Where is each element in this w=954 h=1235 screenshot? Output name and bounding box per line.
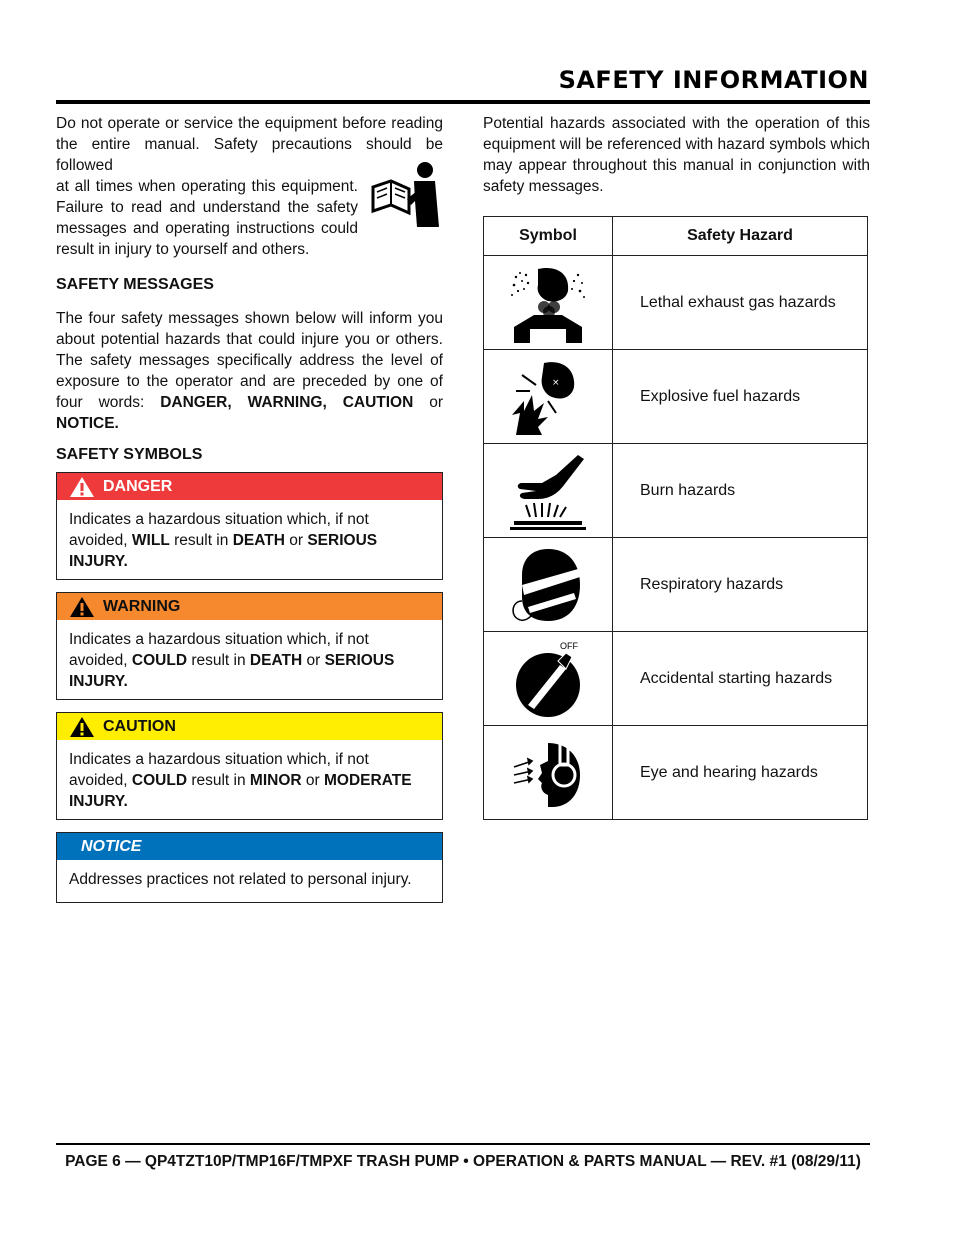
danger-bar <box>57 473 442 500</box>
warning-t1: Indicates a hazardous situation which, if not avoided, <box>69 631 369 669</box>
footer-rule <box>56 1143 870 1145</box>
caution-w1: COULD <box>131 772 188 789</box>
intro-text-top: Do not operate or service the equipment before reading the entire manual. Safety precautions should be followed <box>56 115 443 174</box>
danger-label: DANGER <box>103 477 173 495</box>
right-column <box>483 113 870 820</box>
or-text: or <box>413 394 444 411</box>
hazard-table <box>483 216 868 820</box>
caution-label: CAUTION <box>103 717 176 735</box>
hazard-label: Eye and hearing hazards <box>613 726 868 820</box>
danger-w3: SERIOUS INJURY. <box>69 532 378 570</box>
caution-box <box>56 712 443 820</box>
safety-messages-heading: SAFETY MESSAGES <box>56 276 214 293</box>
danger-w2: DEATH <box>232 532 285 549</box>
exhaust-gas-icon <box>508 263 588 343</box>
table-row <box>484 350 868 444</box>
burn-hand-icon <box>508 451 588 531</box>
svg-text:×: × <box>552 377 560 388</box>
intro-text-wrap: at all times when operating this equipment. Failure to read and understand the safety messages and operating instructions could result in injury to yourself and others. <box>56 178 358 258</box>
alert-triangle-icon <box>69 716 95 738</box>
danger-t3: or <box>284 532 308 549</box>
danger-w1: WILL <box>131 532 170 549</box>
caution-t2: result in <box>187 772 250 789</box>
safety-messages-text <box>56 308 443 434</box>
symbol-cell <box>484 256 613 350</box>
signal-words: DANGER, WARNING, CAUTION <box>160 394 414 411</box>
notice-bar <box>57 833 442 860</box>
hazard-label: Burn hazards <box>613 444 868 538</box>
warning-box <box>56 592 443 700</box>
warning-label: WARNING <box>103 597 181 615</box>
caution-bar <box>57 713 442 740</box>
symbol-cell <box>484 350 613 444</box>
table-row <box>484 538 868 632</box>
hazard-label: Lethal exhaust gas hazards <box>613 256 868 350</box>
safety-symbols-heading: SAFETY SYMBOLS <box>56 446 203 463</box>
symbol-cell <box>484 444 613 538</box>
notice-word: NOTICE. <box>56 415 119 432</box>
alert-triangle-icon <box>69 596 95 618</box>
notice-label: NOTICE <box>81 837 142 855</box>
warning-w2: DEATH <box>249 652 303 669</box>
col-symbol-header: Symbol <box>484 217 613 256</box>
table-row <box>484 256 868 350</box>
intro-block <box>56 113 443 260</box>
warning-t2: result in <box>187 652 250 669</box>
off-label: OFF <box>560 640 578 651</box>
alert-triangle-icon <box>69 476 95 498</box>
danger-t1: Indicates a hazardous situation which, if not avoided, <box>69 511 369 549</box>
caution-w3: MODERATE INJURY. <box>69 772 412 810</box>
notice-box <box>56 832 443 903</box>
hazard-label: Respiratory hazards <box>613 538 868 632</box>
caution-text <box>57 740 442 819</box>
table-row <box>484 444 868 538</box>
notice-text: Addresses practices not related to personal injury. <box>69 871 412 888</box>
danger-text <box>57 500 442 579</box>
hazard-label: Explosive fuel hazards <box>613 350 868 444</box>
col-hazard-header: Safety Hazard <box>613 217 868 256</box>
eye-ear-protection-icon <box>508 733 588 813</box>
page-footer: PAGE 6 — QP4TZT10P/TMP16F/TMPXF TRASH PUMP • OPERATION & PARTS MANUAL — REV. #1 (08/29/11) <box>65 1153 861 1170</box>
warning-bar <box>57 593 442 620</box>
symbol-cell <box>484 632 613 726</box>
read-manual-icon <box>369 161 443 227</box>
explosive-fuel-icon <box>508 357 588 437</box>
hazards-intro: Potential hazards associated with the operation of this equipment will be referenced with hazard symbols which may appear throughout this manual in conjunction with safety messages. <box>483 115 870 195</box>
respirator-icon <box>508 545 588 625</box>
symbol-cell <box>484 726 613 820</box>
page-title: SAFETY INFORMATION <box>558 66 869 94</box>
warning-text <box>57 620 442 699</box>
table-header-row <box>484 217 868 256</box>
warning-w1: COULD <box>131 652 188 669</box>
symbol-cell <box>484 538 613 632</box>
caution-w2: MINOR <box>249 772 302 789</box>
caution-t3: or <box>301 772 324 789</box>
off-switch-icon <box>508 639 588 719</box>
warning-t3: or <box>302 652 325 669</box>
safety-messages-body: The four safety messages shown below will inform you about potential hazards that could injure you or others. The safety messages specifically address the level of exposure to the operator and are preceded by one of four words: <box>56 310 443 411</box>
header-rule <box>56 100 870 104</box>
warning-w3: SERIOUS INJURY. <box>69 652 395 690</box>
table-row <box>484 632 868 726</box>
table-row <box>484 726 868 820</box>
hazard-label: Accidental starting hazards <box>613 632 868 726</box>
left-column <box>56 113 443 915</box>
caution-t1: Indicates a hazardous situation which, if not avoided, <box>69 751 369 789</box>
danger-box <box>56 472 443 580</box>
danger-t2: result in <box>169 532 233 549</box>
